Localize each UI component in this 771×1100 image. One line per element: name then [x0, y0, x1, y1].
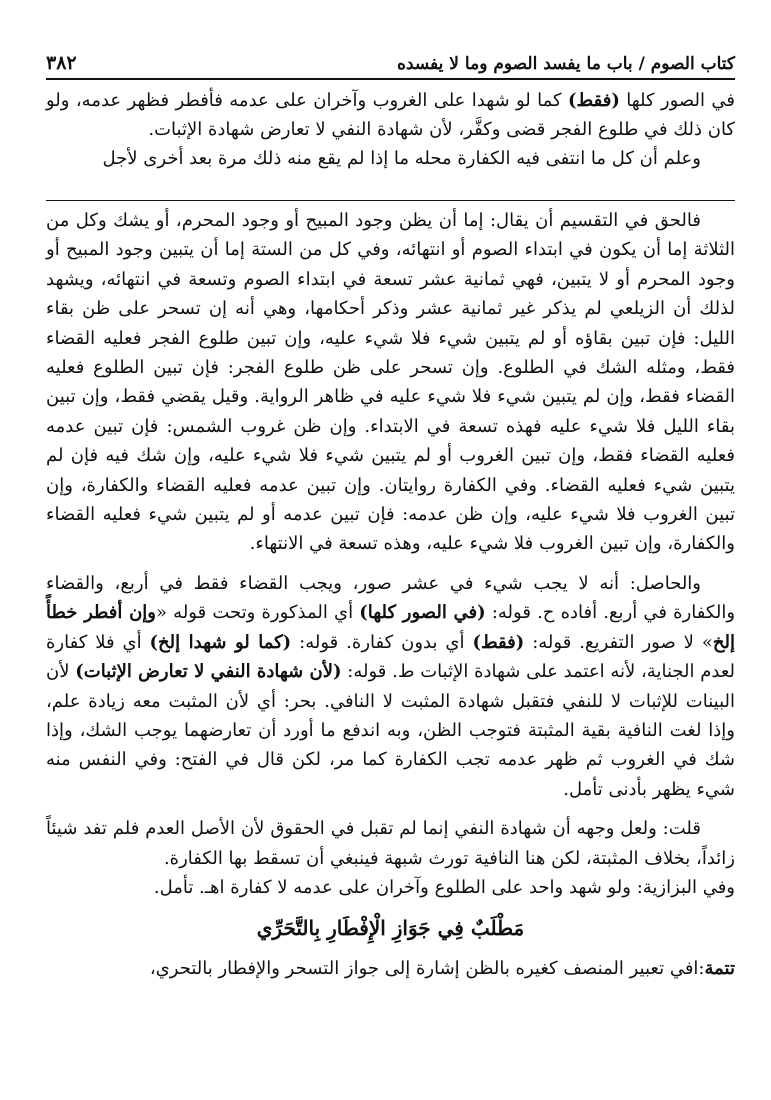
text-run: كما لو شهدا على الغروب وآخران على عدمه فأفطر فظهر عدمه، ولو كان ذلك في طلوع الفجر قضى وكفَّر، لأن شهادة النفي لا تعارض شهادة الإثبات. [46, 90, 735, 140]
commentary-paragraph-1: فالحق في التقسيم أن يقال: إما أن يظن وجود المبيح أو وجود المحرم، أو يشك وكل من الثلاثة إما أن يكون في ابتداء الصوم أو انتهائه، وفي كل من الستة إما أن يتبين وجود المبيح أو وجود المحرم أو لا يتبين، فهي ثمانية عشر تسعة في ابتداء الصوم وتسعة في انتهائه، ويشهد لذلك أن الزيلعي لم يذكر غير ثمانية عشر وذكر أحكامها، وهي أنه إن تسحر على ظن بقاء الليل: فإن تبين بقاؤه أو لم يتبين شيء فلا شيء عليه، وإن تبين طلوع الفجر فعليه القضاء فقط، ومثله الشك في الطلوع. وإن تسحر على ظن طلوع الفجر: فإن تبين الطلوع فعليه القضاء فقط، وإن لم يتبين شيء فلا شيء عليه في ظاهر الرواية. وقيل يقضي فقط، وإن تبين بقاء الليل فلا شيء عليه فهذه تسعة في الابتداء. وإن ظن غروب الشمس: فإن تبين عدمه فعليه القضاء فقط، وإن تبين الغروب أو لم يتبين شيء فلا شيء عليه، وإن شك فيه فإن لم يتبين شيء فعليه القضاء. وفي الكفارة روايتان. وإن تبين عدمه فعليه القضاء والكفارة، وإن تبين الغروب فلا شيء عليه، وإن ظن عدمه: فإن تبين عدمه أو لم يتبين شيء فعليه القضاء والكفارة، وإن تبين الغروب فلا شيء عليه، وهذه تسعة في الانتهاء. [46, 210, 735, 555]
commentary-paragraph-2 [46, 569, 735, 804]
commentary-paragraph-3: قلت: ولعل وجهه أن شهادة النفي إنما لم تقبل في الحقوق لأن الأصل العدم فلم تفد شيئاً زائداً، بخلاف المثبتة، لكن هنا النافية تورث شبهة فينبغي أن تسقط بها الكفارة. [46, 818, 735, 869]
commentary-paragraph-4: وفي البزازية: ولو شهد واحد على الطلوع وآخران على عدمه لا كفارة اهـ. تأمل. [153, 876, 735, 898]
bold-lemma: (فقط) [472, 631, 525, 653]
closing-paragraph [46, 954, 735, 983]
bold-lemma: (فقط) [568, 90, 620, 111]
bold-lemma: (في الصور كلها) [359, 602, 486, 624]
text-run: » لا صور التفريع. قوله: [524, 631, 713, 653]
closing-label: تتمة [704, 957, 735, 979]
bold-lemma: (كما لو شهدا إلخ) [149, 631, 292, 653]
header-rule [46, 78, 735, 80]
text-run: أي المذكورة وتحت قوله « [156, 602, 360, 624]
text-run: وعلم أن كل ما انتفى فيه الكفارة محله ما إذا لم يقع منه ذلك مرة بعد أخرى لأجل [102, 148, 701, 169]
main-text-paragraph [46, 86, 735, 173]
main-text [46, 86, 735, 173]
text-run: لأن البينات للإثبات لا للنفي فتقبل شهادة المثبت لا النافي. بحر: أي لأن المثبت معه زيادة علم، وإذا لغت النافية بقية المثبتة فتوجب الظن، وبه اندفع ما أورد أن تعارضهما يوجب الشك، وإذا شك في الغروب ثم ظهر عدمه تجب الكفارة كما مر، لكن قال في الفتح: وفي النفس منه شيء يظهر بأدنى تأمل. [46, 661, 735, 800]
closing-text: :افي تعبير المنصف كغيره بالظن إشارة إلى جواز التسحر والإفطار بالتحري، [149, 957, 705, 979]
bold-lemma: وإن أفطر خطأً إلخ [46, 602, 735, 653]
running-header [46, 44, 735, 74]
bold-lemma: (لأن شهادة النفي لا تعارض الإثبات) [75, 661, 342, 683]
commentary [46, 206, 735, 983]
chapter-title: كتاب الصوم / باب ما يفسد الصوم وما لا يفسده [397, 54, 735, 74]
text-run: في الصور كلها [619, 90, 735, 111]
page-number: ٣٨٢ [46, 52, 77, 74]
section-heading: مَطْلَبٌ فِي جَوَازِ الْإِفْطَارِ بِالتَّحَرِّي [256, 916, 525, 941]
text-run: والحاصل: أنه لا يجب شيء في عشر صور، ويجب القضاء فقط في أربع، والقضاء والكفارة في أربع. أفاده ح. قوله: [46, 572, 736, 624]
text-run: أي بدون كفارة. قوله: [291, 631, 473, 653]
footnote-separator [46, 200, 735, 201]
text-run: أي فلا كفارة لعدم الجناية، لأنه اعتمد على شهادة الإثبات ط. قوله: [46, 631, 735, 683]
